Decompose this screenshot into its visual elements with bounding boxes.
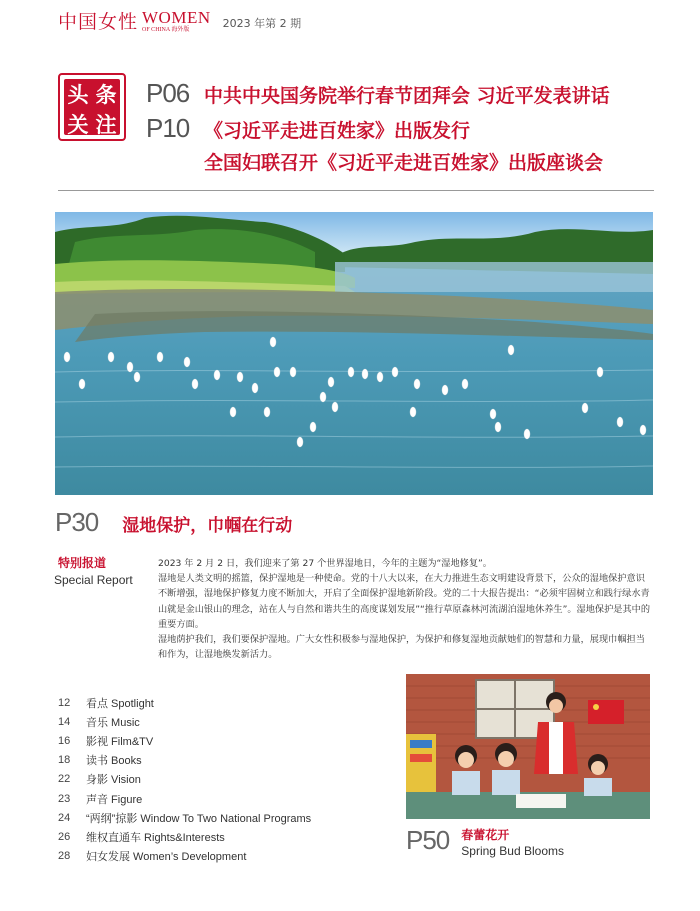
wetland-illustration (55, 212, 653, 495)
toc-item[interactable] (58, 827, 358, 846)
toc-label: 声音 Figure (86, 793, 143, 806)
seal-char: 头 (67, 82, 89, 107)
issue-number: 2023 年第 2 期 (222, 17, 302, 30)
feature-page: P30 (55, 507, 99, 537)
seal-char: 关 (67, 112, 89, 137)
headline-text: 中共中央国务院举行春节团拜会 习近平发表讲话 (204, 85, 610, 107)
section-label-en: Special Report (54, 573, 133, 587)
masthead (58, 8, 301, 34)
side-feature-titles (461, 826, 564, 859)
wetland-egrets-photo[interactable] (55, 212, 653, 495)
body-paragraph: 湿地是人类文明的摇篮，保护湿地是一种使命。党的十八大以来，在大力推进生态文明建设背景下，公众的湿地保护意识不断增强，湿地保护修复力度不断加大，开启了全面保护湿地新阶段。党的二十大报告提出：“必须牢固树立和践行绿水青山就是金山银山的理念，站在人与自然和谐共生的高度谋划发展”“推行草原森林河流湖泊湿地休养生”。湿地保护是其中的重要方面。 (158, 573, 651, 630)
toc-item[interactable] (58, 712, 358, 731)
body-paragraph: 湿地荫护我们，我们要保护湿地。广大女性积极参与湿地保护，为保护和修复湿地贡献她们的智慧和力量，展现巾帼担当和作为，让湿地焕发新活力。 (158, 634, 645, 661)
toc-page: 14 (58, 715, 71, 728)
table-of-contents (58, 693, 358, 866)
toc-label: 影视 Film&TV (86, 735, 154, 748)
body-paragraph: 2023 年 2 月 2 日，我们迎来了第 27 个世界湿地日，今年的主题为“湿地修复”。 (158, 558, 492, 569)
toc-page: 12 (58, 696, 71, 709)
side-feature-title-cn: 春蕾花开 (461, 828, 510, 842)
headline-page: P10 (146, 113, 190, 143)
seal-char: 注 (95, 112, 117, 137)
headline-p10-sub[interactable] (204, 148, 603, 175)
feature-body (158, 556, 654, 662)
toc-item[interactable] (58, 751, 358, 770)
side-feature-heading[interactable] (406, 826, 564, 859)
divider-line (58, 190, 654, 191)
side-feature-title-en: Spring Bud Blooms (461, 844, 564, 858)
toc-page: 28 (58, 850, 71, 863)
toc-label: “两纲”掠影 Window To Two National Programs (86, 812, 312, 825)
feature-title: 湿地保护，巾帼在行动 (122, 516, 293, 536)
magazine-title-en-block (142, 10, 211, 34)
headline-text: 《习近平走进百姓家》出版发行 (204, 120, 471, 142)
toc-page: 26 (58, 830, 71, 843)
toc-label: 身影 Vision (86, 774, 141, 787)
toc-item[interactable] (58, 731, 358, 750)
toc-item[interactable] (58, 847, 358, 866)
toc-page: 18 (58, 754, 71, 767)
toc-label: 妇女发展 Women’s Development (86, 851, 247, 864)
toc-label: 音乐 Music (86, 716, 140, 729)
toc-page: 16 (58, 734, 71, 747)
side-feature-page: P50 (406, 825, 450, 855)
magazine-title-cn: 中国女性 (58, 11, 139, 33)
toc-label: 维权直通车 Rights&Interests (86, 831, 225, 844)
toc-page: 24 (58, 811, 71, 824)
seal-char: 条 (95, 82, 117, 107)
classroom-illustration (406, 674, 650, 819)
headline-p10[interactable] (146, 113, 470, 144)
magazine-subtitle: OF CHINA 海外版 (142, 27, 190, 33)
toc-item[interactable] (58, 789, 358, 808)
toc-page: 23 (58, 792, 71, 805)
headline-p06[interactable] (146, 78, 610, 109)
toc-label: 看点 Spotlight (86, 697, 154, 710)
classroom-children-photo[interactable] (406, 674, 650, 819)
toc-item[interactable] (58, 770, 358, 789)
seal-grid (64, 79, 120, 135)
headline-page: P06 (146, 78, 190, 108)
headline-seal (58, 73, 126, 141)
section-label-cn: 特别报道 (58, 556, 107, 570)
toc-item[interactable] (58, 693, 358, 712)
feature-heading[interactable] (55, 507, 292, 538)
toc-page: 22 (58, 773, 71, 786)
toc-label: 读书 Books (86, 755, 142, 768)
magazine-title-en: WOMEN (142, 8, 211, 27)
headline-text: 全国妇联召开《习近平走进百姓家》出版座谈会 (204, 152, 604, 174)
toc-item[interactable] (58, 808, 358, 827)
